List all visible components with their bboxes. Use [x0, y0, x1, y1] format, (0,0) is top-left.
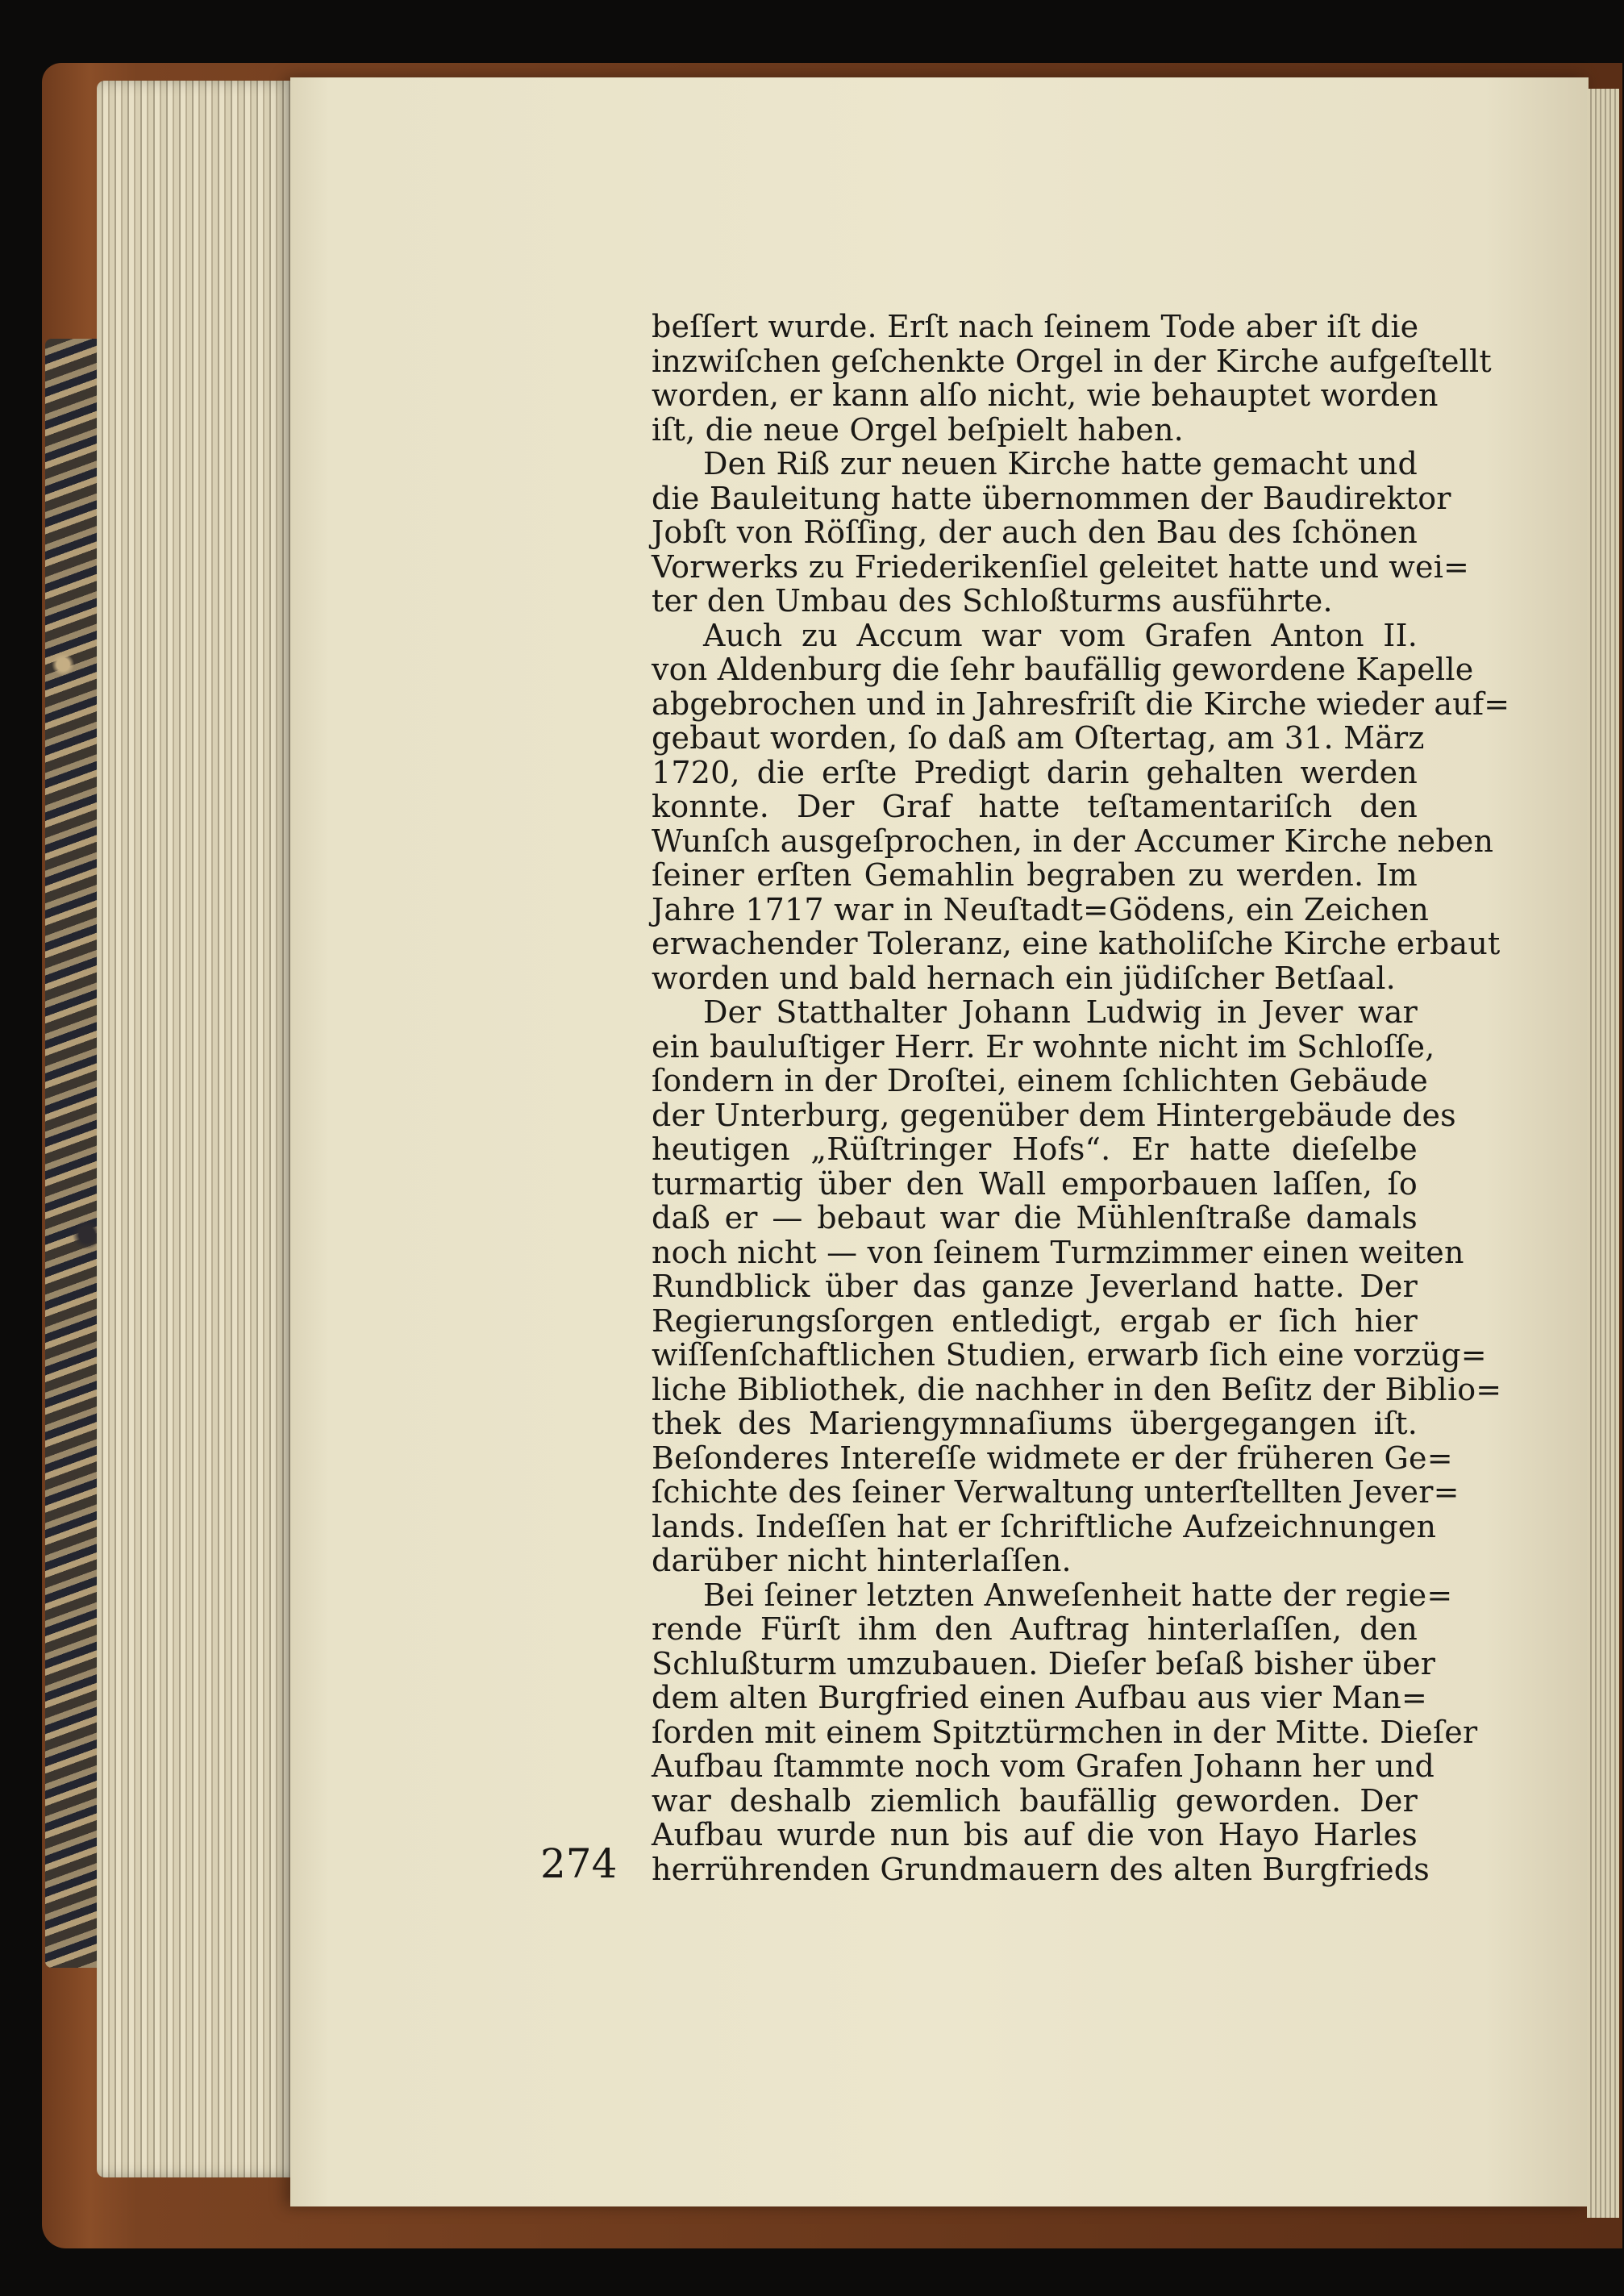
text-line: darüber nicht hinterlaſſen.: [652, 1543, 1072, 1578]
text-line: konnte. Der Graf hatte teſtamentariſch den: [652, 789, 1418, 824]
text-line: von Aldenburg die ſehr baufällig gewordene Kapelle: [652, 652, 1474, 687]
text-line: worden, er kann alſo nicht, wie behauptet worden: [652, 377, 1439, 413]
text-line: ſondern in der Droſtei, einem ſchlichten Gebäude: [652, 1063, 1428, 1098]
text-line: beſſert wurde. Erſt nach ſeinem Tode aber iſt die: [652, 309, 1419, 344]
text-line: Der Statthalter Johann Ludwig in Jever war: [703, 994, 1418, 1030]
text-line: gebaut worden, ſo daß am Oſtertag, am 31. März: [652, 720, 1425, 756]
text-line: turmartig über den Wall emporbauen laſſen, ſo: [652, 1165, 1418, 1202]
text-line: Jobſt von Röſſing, der auch den Bau des ſchönen: [652, 515, 1418, 550]
text-line: inzwiſchen geſchenkte Orgel in der Kirche aufgeſtellt: [652, 343, 1492, 379]
marbled-endpaper: [45, 339, 105, 1968]
text-line: Wunſch ausgeſprochen, in der Accumer Kirche neben: [652, 823, 1494, 859]
text-line: der Unterburg, gegenüber dem Hintergebäude des: [652, 1097, 1456, 1133]
text-line: Regierungsſorgen entledigt, ergab er ſich hier: [652, 1302, 1418, 1339]
text-line: Schlußturm umzubauen. Dieſer beſaß bisher über: [652, 1645, 1436, 1681]
text-line: Rundblick über das ganze Jeverland hatte. Der: [652, 1269, 1418, 1304]
text-line: lands. Indeſſen hat er ſchriftliche Aufzeichnungen: [652, 1508, 1437, 1544]
page-edges-left: [97, 81, 306, 2177]
text-line: Bei ſeiner letzten Anweſenheit hatte der regie=: [703, 1577, 1453, 1613]
body-text: [652, 309, 1510, 1887]
page-edges-right: [1587, 89, 1619, 2218]
text-line: Den Riß zur neuen Kirche hatte gemacht und: [703, 446, 1418, 481]
text-line: Vorwerks zu Friederikenſiel geleitet hatte und wei=: [652, 548, 1470, 585]
text-line: Aufbau ſtammte noch vom Grafen Johann her und: [652, 1748, 1435, 1784]
text-line: herrührenden Grundmauern des alten Burgfrieds: [652, 1851, 1430, 1887]
text-line: Auch zu Accum war vom Grafen Anton II.: [703, 617, 1418, 653]
text-line: thek des Mariengymnaſiums übergegangen iſt.: [652, 1406, 1418, 1441]
text-line: die Bauleitung hatte übernommen der Baudirektor: [652, 480, 1451, 516]
text-line: ein bauluſtiger Herr. Er wohnte nicht im Schloſſe,: [652, 1028, 1435, 1065]
text-line: war deshalb ziemlich baufällig geworden. Der: [652, 1782, 1418, 1819]
text-line: ſchichte des ſeiner Verwaltung unterſtellten Jever=: [652, 1474, 1460, 1510]
text-line: dem alten Burgfried einen Aufbau aus vier Man=: [652, 1680, 1428, 1715]
text-line: iſt, die neue Orgel beſpielt haben.: [652, 411, 1184, 448]
text-line: ſeiner erſten Gemahlin begraben zu werden. Im: [652, 857, 1418, 893]
text-line: Beſonderes Intereſſe widmete er der früheren Ge=: [652, 1440, 1453, 1476]
text-line: abgebrochen und in Jahresfriſt die Kirche wieder auf=: [652, 685, 1510, 722]
text-line: heutigen „Rüſtringer Hofs“. Er hatte dieſelbe: [652, 1131, 1418, 1167]
text-line: erwachender Toleranz, eine katholiſche Kirche erbaut: [652, 926, 1501, 961]
text-line: ter den Umbau des Schloßturms ausführte.: [652, 583, 1333, 619]
text-line: 1720, die erſte Predigt darin gehalten werden: [652, 754, 1418, 790]
text-line: Aufbau wurde nun bis auf die von Hayo Harles: [652, 1817, 1418, 1852]
text-line: rende Fürſt ihm den Auftrag hinterlaſſen, den: [652, 1611, 1418, 1647]
page-number: 274: [540, 1840, 618, 1887]
text-line: ſorden mit einem Spitztürmchen in der Mitte. Dieſer: [652, 1714, 1478, 1750]
text-line: noch nicht — von ſeinem Turmzimmer einen weiten: [652, 1234, 1464, 1270]
text-line: wiſſenſchaftlichen Studien, erwarb ſich eine vorzüg=: [652, 1337, 1487, 1373]
text-line: Jahre 1717 war in Neuſtadt=Gödens, ein Zeichen: [652, 891, 1429, 927]
text-line: worden und bald hernach ein jüdiſcher Betſaal.: [652, 960, 1396, 996]
text-line: liche Bibliothek, die nachher in den Beſitz der Biblio=: [652, 1371, 1502, 1407]
text-line: daß er — bebaut war die Mühlenſtraße damals: [652, 1200, 1418, 1236]
